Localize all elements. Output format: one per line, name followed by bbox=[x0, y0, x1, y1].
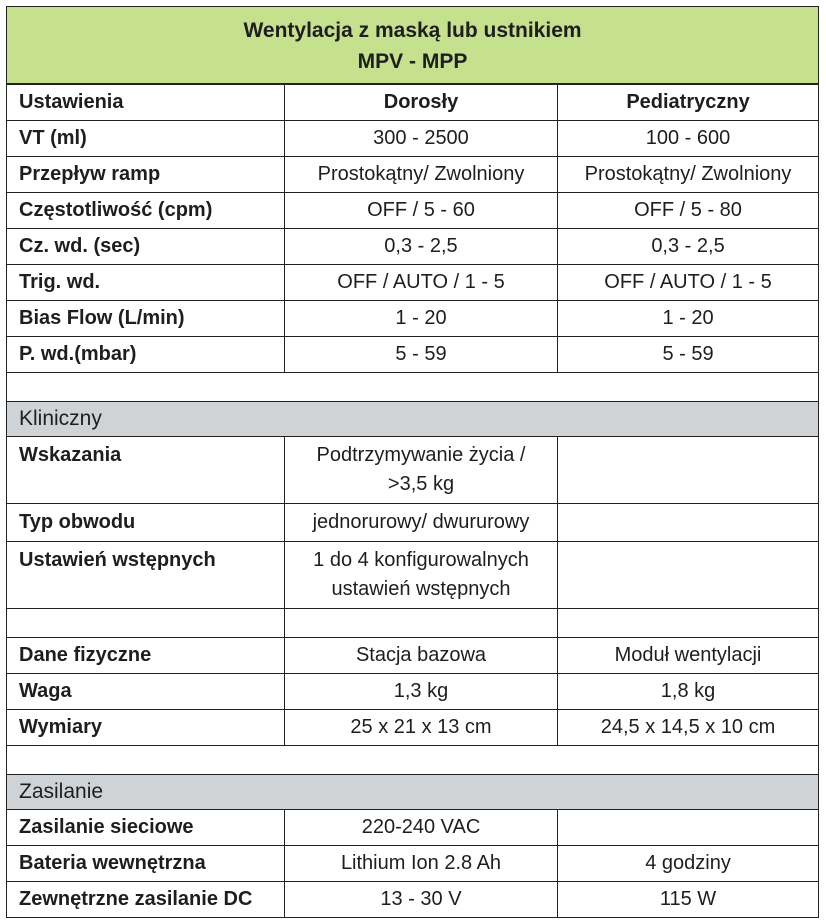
power-value-secondary bbox=[558, 810, 819, 846]
clinical-value-line: 1 do 4 konfigurowalnych bbox=[313, 549, 529, 571]
clinical-value-line: >3,5 kg bbox=[387, 473, 455, 495]
clinical-row bbox=[7, 437, 819, 504]
title-row bbox=[7, 7, 819, 85]
settings-row bbox=[7, 229, 819, 265]
setting-pediatric-value: Prostokątny/ Zwolniony bbox=[558, 157, 819, 193]
setting-adult-value: OFF / AUTO / 1 - 5 bbox=[285, 265, 558, 301]
power-value: 13 - 30 V bbox=[285, 882, 558, 918]
power-value-secondary: 4 godziny bbox=[558, 846, 819, 882]
power-value-secondary: 115 W bbox=[558, 882, 819, 918]
spec-sheet bbox=[6, 6, 818, 918]
setting-label: P. wd.(mbar) bbox=[7, 337, 285, 373]
clinical-value-line: ustawień wstępnych bbox=[331, 578, 511, 600]
setting-adult-value: 0,3 - 2,5 bbox=[285, 229, 558, 265]
setting-label: VT (ml) bbox=[7, 121, 285, 157]
spacer-cell bbox=[558, 609, 819, 638]
spacer-row bbox=[7, 373, 819, 402]
physical-header-base: Stacja bazowa bbox=[285, 638, 558, 674]
settings-row bbox=[7, 265, 819, 301]
power-label: Zasilanie sieciowe bbox=[7, 810, 285, 846]
power-value: 220-240 VAC bbox=[285, 810, 558, 846]
setting-adult-value: 1 - 20 bbox=[285, 301, 558, 337]
setting-pediatric-value: 0,3 - 2,5 bbox=[558, 229, 819, 265]
clinical-label: Ustawień wstępnych bbox=[7, 542, 285, 609]
clinical-row bbox=[7, 542, 819, 609]
settings-row bbox=[7, 337, 819, 373]
physical-label: Wymiary bbox=[7, 710, 285, 746]
physical-row bbox=[7, 674, 819, 710]
clinical-label: Typ obwodu bbox=[7, 504, 285, 542]
settings-row bbox=[7, 121, 819, 157]
clinical-value bbox=[285, 542, 558, 609]
header-pediatric: Pediatryczny bbox=[558, 84, 819, 121]
power-value: Lithium Ion 2.8 Ah bbox=[285, 846, 558, 882]
section-row-power bbox=[7, 775, 819, 810]
setting-label: Przepływ ramp bbox=[7, 157, 285, 193]
header-settings: Ustawienia bbox=[7, 84, 285, 121]
table-title bbox=[7, 7, 819, 85]
power-row bbox=[7, 882, 819, 918]
setting-label: Cz. wd. (sec) bbox=[7, 229, 285, 265]
setting-label: Częstotliwość (cpm) bbox=[7, 193, 285, 229]
setting-adult-value: 300 - 2500 bbox=[285, 121, 558, 157]
clinical-row bbox=[7, 504, 819, 542]
clinical-value-line: Podtrzymywanie życia / bbox=[316, 444, 526, 466]
clinical-empty-cell bbox=[558, 437, 819, 504]
physical-base-value: 1,3 kg bbox=[285, 674, 558, 710]
setting-pediatric-value: 1 - 20 bbox=[558, 301, 819, 337]
physical-row bbox=[7, 710, 819, 746]
setting-label: Bias Flow (L/min) bbox=[7, 301, 285, 337]
spacer-cell bbox=[7, 373, 819, 402]
physical-base-value: 25 x 21 x 13 cm bbox=[285, 710, 558, 746]
settings-row bbox=[7, 301, 819, 337]
power-row bbox=[7, 810, 819, 846]
spacer-cell bbox=[285, 609, 558, 638]
settings-row bbox=[7, 193, 819, 229]
spacer-cell bbox=[7, 609, 285, 638]
section-title-power: Zasilanie bbox=[7, 775, 819, 810]
spacer-row bbox=[7, 746, 819, 775]
power-row bbox=[7, 846, 819, 882]
physical-module-value: 1,8 kg bbox=[558, 674, 819, 710]
title-line-1: Wentylacja z maską lub ustnikiem bbox=[243, 19, 582, 42]
spacer-cell bbox=[7, 746, 819, 775]
title-line-2: MPV - MPP bbox=[357, 50, 468, 73]
setting-pediatric-value: OFF / AUTO / 1 - 5 bbox=[558, 265, 819, 301]
setting-label: Trig. wd. bbox=[7, 265, 285, 301]
setting-adult-value: 5 - 59 bbox=[285, 337, 558, 373]
power-label: Bateria wewnętrzna bbox=[7, 846, 285, 882]
physical-header-module: Moduł wentylacji bbox=[558, 638, 819, 674]
clinical-empty-cell bbox=[558, 504, 819, 542]
header-adult: Dorosły bbox=[285, 84, 558, 121]
section-row-clinical bbox=[7, 402, 819, 437]
setting-adult-value: Prostokątny/ Zwolniony bbox=[285, 157, 558, 193]
clinical-empty-cell bbox=[558, 542, 819, 609]
section-title-clinical: Kliniczny bbox=[7, 402, 819, 437]
physical-header-row bbox=[7, 638, 819, 674]
header-row bbox=[7, 84, 819, 121]
clinical-value bbox=[285, 437, 558, 504]
spec-table bbox=[6, 6, 819, 918]
physical-header-label: Dane fizyczne bbox=[7, 638, 285, 674]
settings-row bbox=[7, 157, 819, 193]
clinical-value: jednorurowy/ dwururowy bbox=[285, 504, 558, 542]
setting-adult-value: OFF / 5 - 60 bbox=[285, 193, 558, 229]
spacer-row bbox=[7, 609, 819, 638]
clinical-label: Wskazania bbox=[7, 437, 285, 504]
setting-pediatric-value: 100 - 600 bbox=[558, 121, 819, 157]
setting-pediatric-value: 5 - 59 bbox=[558, 337, 819, 373]
power-label: Zewnętrzne zasilanie DC bbox=[7, 882, 285, 918]
physical-module-value: 24,5 x 14,5 x 10 cm bbox=[558, 710, 819, 746]
physical-label: Waga bbox=[7, 674, 285, 710]
setting-pediatric-value: OFF / 5 - 80 bbox=[558, 193, 819, 229]
